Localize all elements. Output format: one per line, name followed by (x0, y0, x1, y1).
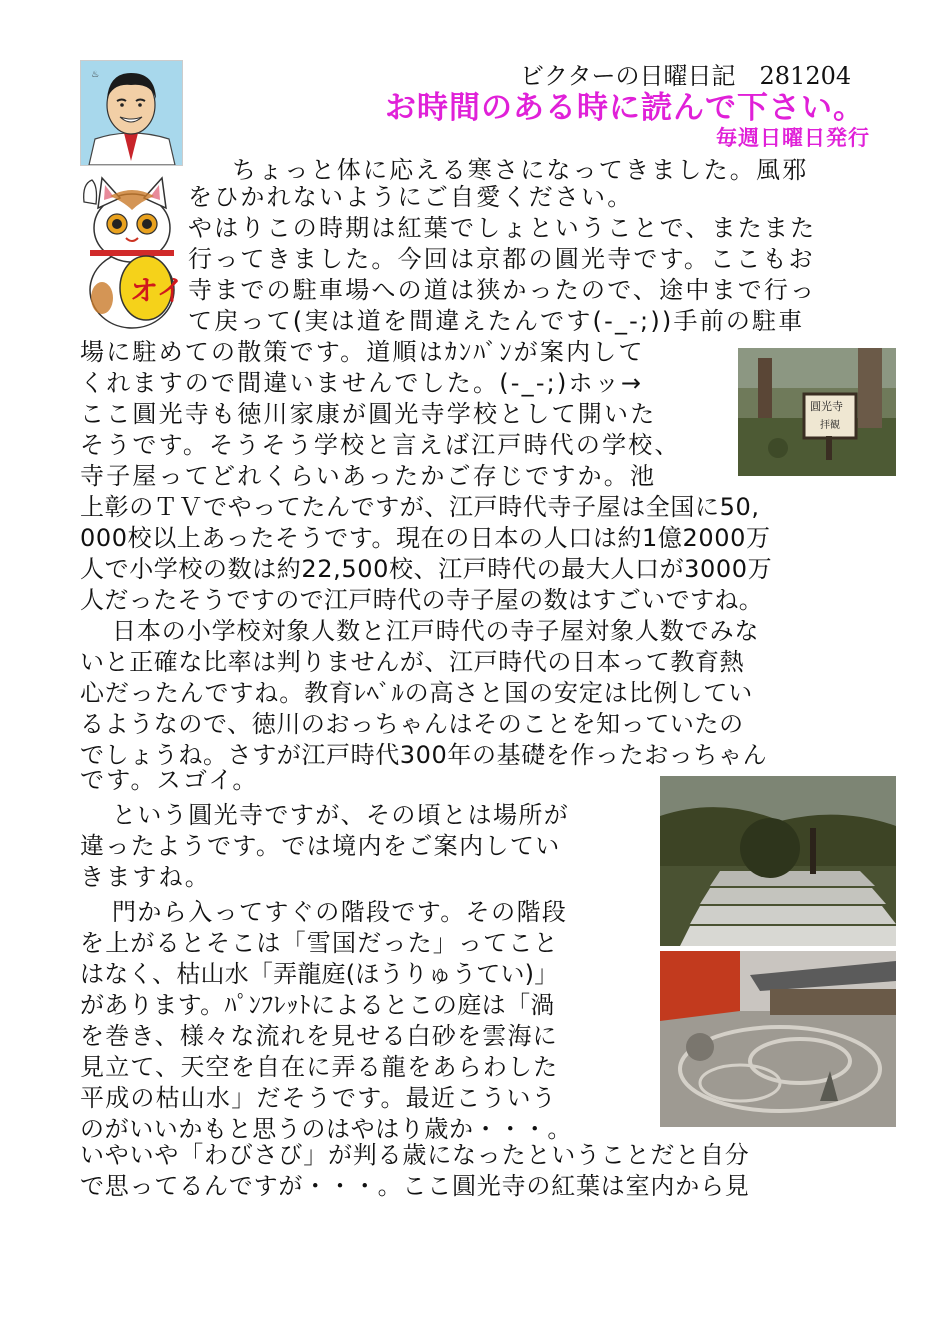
body-line: 見立て、天空を自在に弄る龍をあらわした (80, 1053, 559, 1081)
body-line: 違ったようです。では境内をご案内してい (80, 832, 561, 860)
body-line: 上彰のＴＶでやってたんですが、江戸時代寺子屋は全国に50, (80, 493, 760, 521)
body-line: 場に駐めての散策です。道順はｶﾝﾊﾞﾝが案内して (80, 338, 645, 366)
issue-frequency: 毎週日曜日発行 (716, 126, 870, 150)
body-line: 寺子屋ってどれくらいあったかご存じですか。池 (80, 462, 657, 490)
body-line: です。スゴイ。 (80, 766, 259, 794)
cat-coin-text: オイ (130, 274, 185, 307)
svg-text:♨: ♨ (91, 70, 100, 80)
body-line: 行ってきました。今回は京都の圓光寺です。ここもお (188, 245, 815, 273)
body-line: くれますので間違いませんでした。(-_-;)ホッ→ (80, 369, 644, 397)
body-line: 人だったそうですので江戸時代の寺子屋の数はすごいですね。 (80, 586, 764, 614)
author-avatar-illustration (80, 60, 183, 166)
body-line: ちょっと体に応える寒さになってきました。風邪 (232, 156, 809, 184)
body-line: ここ圓光寺も徳川家康が圓光寺学校として開いた (80, 400, 657, 428)
body-line: はなく、枯山水「弄龍庭(ほうりゅうてい)」 (80, 960, 559, 988)
body-line: 平成の枯山水」だそうです。最近こういう (80, 1084, 557, 1112)
body-line: 寺までの駐車場への道は狭かったので、途中まで行っ (188, 276, 817, 304)
body-line: で思ってるんですが・・・。ここ圓光寺の紅葉は室内から見 (80, 1172, 750, 1200)
body-line: があります。ﾊﾟﾝﾌﾚｯﾄによるとこの庭は「渦 (80, 991, 555, 1019)
rock-garden-photo (660, 951, 896, 1127)
body-line: きますね。 (80, 863, 211, 891)
temple-sign-subtext: 拝観 (820, 420, 840, 431)
body-line: をひかれないようにご自愛ください。 (188, 183, 634, 211)
body-line: 000校以上あったそうです。現在の日本の人口は約1億2000万 (80, 524, 771, 552)
maneki-neko-illustration (80, 170, 186, 330)
body-line: 日本の小学校対象人数と江戸時代の寺子屋対象人数でみな (112, 617, 760, 645)
body-line: を上がるとそこは「雪国だった」ってこと (80, 929, 559, 957)
body-line: やはりこの時期は紅葉でしょということで、またまた (188, 214, 817, 242)
body-line: を巻き、様々な流れを見せる白砂を雲海に (80, 1022, 558, 1050)
tagline: お時間のある時に読んで下さい。 (385, 90, 865, 126)
diary-title: ビクターの日曜日記 281204 (520, 62, 852, 90)
body-line: いやいや「わびさび」が判る歳になったということだと自分 (80, 1141, 750, 1169)
body-line: という圓光寺ですが、その頃とは場所が (112, 801, 570, 829)
body-line: そうです。そうそう学校と言えば江戸時代の学校、 (80, 431, 681, 459)
temple-sign-photo (738, 348, 896, 476)
stone-stairs-photo (660, 776, 896, 946)
body-line: でしょうね。さすが江戸時代300年の基礎を作ったおっちゃん (80, 741, 768, 769)
body-line: 心だったんですね。教育ﾚﾍﾞﾙの高さと国の安定は比例してい (80, 679, 754, 707)
body-line: て戻って(実は道を間違えたんです(-_-;))手前の駐車 (188, 307, 805, 335)
body-line: 門から入ってすぐの階段です。その階段 (112, 898, 568, 926)
body-line: 人で小学校の数は約22,500校、江戸時代の最大人口が3000万 (80, 555, 773, 583)
temple-sign-text: 圓光寺 (810, 400, 843, 413)
body-line: るようなので、徳川のおっちゃんはそのことを知っていたの (80, 710, 744, 738)
body-line: のがいいかもと思うのはやはり歳か・・・。 (80, 1115, 572, 1143)
body-line: いと正確な比率は判りませんが、江戸時代の日本って教育熱 (80, 648, 745, 676)
